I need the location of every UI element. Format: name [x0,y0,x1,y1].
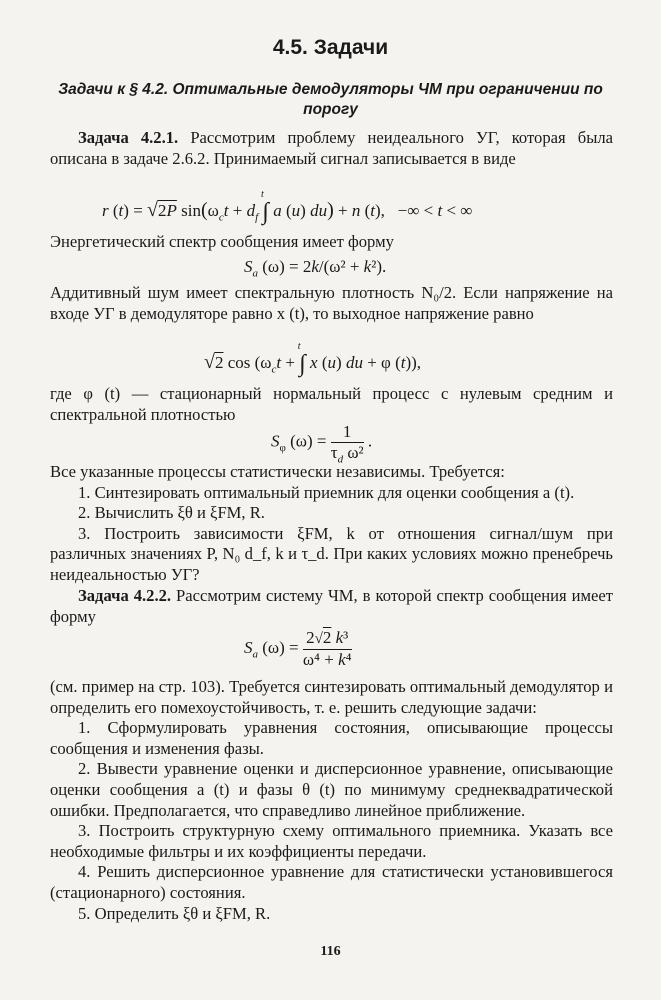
list-item: 5. Определить ξθ и ξFM, R. [78,903,271,923]
subsection-title: Задачи к § 4.2. Оптимальные демодуляторы ЧМ при ограничении по порогу [58,81,603,118]
list-item: 3. Построить структурную схему оптимального приемника. Указать все необходимые фильтры и их коэффициенты передачи. [50,821,613,861]
problem-4-2-2 [50,586,613,627]
list-item: 4. Решить дисперсионное уравнение для статистически установившегося (стационарного) состояния. [50,862,613,902]
formula-phi-spectrum: $S_\varphi$ (ω) = $\frac{1}{\tau_d \omega^2}$ . [271,422,373,466]
formula-received-signal: r (t) = √2P $\sin(\omega_ct + d_f$ ∫ t a (u) du) + n (t), −∞ < t < ∞ [102,189,473,225]
list-item: 1. Сформулировать уравнения состояния, описывающие процессы сообщения и изменения фазы. [50,718,613,758]
list-item: 3. Построить зависимости ξFM, k от отношения сигнал/шум при различных значениях P, N₀ d_f, k и τ_d. При каких условиях можно пренебречь неидеальностью УГ? [50,523,613,584]
problem-4-2-1 [50,128,613,169]
noise-paragraph: Аддитивный шум имеет спектральную плотность N₀/2. Если напряжение на входе УГ в демодуляторе равно x (t), то выходное напряжение равно [50,283,613,323]
list-item: 2. Вывести уравнение оценки и дисперсионное уравнение, описывающие оценки сообщения a (t) и фазы θ (t) по минимуму среднеквадратической ошибки. Предполагается, что справедливо линейное приближение. [50,759,613,820]
problem-4-2-2-intro: Рассмотрим систему ЧМ, в которой спектр сообщения имеет форму [50,586,613,626]
list-item: 2. Вычислить ξθ и ξFM, R. [78,503,265,523]
problem-4-2-1-label: Задача 4.2.1. [78,128,179,147]
formula-vco-output: √2 $\cos (\omega_ct$ + ∫ t x (u) du + φ (t)), [204,341,422,377]
formula-message-spectrum: $S_a$ (ω) = 2k/(ω² + k²). [244,257,387,280]
list-item: 1. Синтезировать оптимальный приемник для оценки сообщения a (t). [78,482,575,502]
formula-message-spectrum-2: $S_a$ (ω) = $\frac{\text{2√2 k³}}{\text{ω⁴ + k⁴}}$ [244,628,352,669]
section-title: 4.5. Задачи [272,36,389,59]
problem-4-2-1-intro: Рассмотрим проблему неидеального УГ, которая была описана в задаче 2.6.2. Принимаемый сигнал записывается в виде [50,128,613,168]
page-number: 116 [320,944,341,959]
phi-paragraph: где φ (t) — стационарный нормальный процесс с нулевым средним и спектральной плотностью [50,384,613,424]
problem-4-2-1-requirements: Все указанные процессы статистически независимы. Требуется: 1. Синтезировать оптимальный приемник для оценки сообщения a (t). 2. Вычислить ξθ и ξFM, R. 3. Построить зависимости ξFM, k от отношения сигнал/шум при различных значениях P, N₀ d_f, k и τ_d. При каких условиях можно пренебречь неидеальностью УГ? [50,462,613,584]
problem-4-2-2-label: Задача 4.2.2. [78,586,172,605]
problem-4-2-2-body: (см. пример на стр. 103). Требуется синтезировать оптимальный демодулятор и определить его помехоустойчивость, т. е. решить следующие задачи: 1. Сформулировать уравнения состояния, описывающие процессы сообщения и изменения фазы. 2. Вывести уравнение оценки и дисперсионное уравнение, описывающие оценки сообщения a (t) и фазы θ (t) по минимуму среднеквадратической ошибки. Предполагается, что справедливо линейное приближение. 3. Построить структурную схему оптимального приемника. Указать все необходимые фильтры и их коэффициенты передачи. 4. Решить дисперсионное уравнение для статистически установившегося (стационарного) состояния. 5. Определить ξθ и ξFM, R. [50,677,613,923]
spectrum-intro: Энергетический спектр сообщения имеет форму [50,232,394,251]
